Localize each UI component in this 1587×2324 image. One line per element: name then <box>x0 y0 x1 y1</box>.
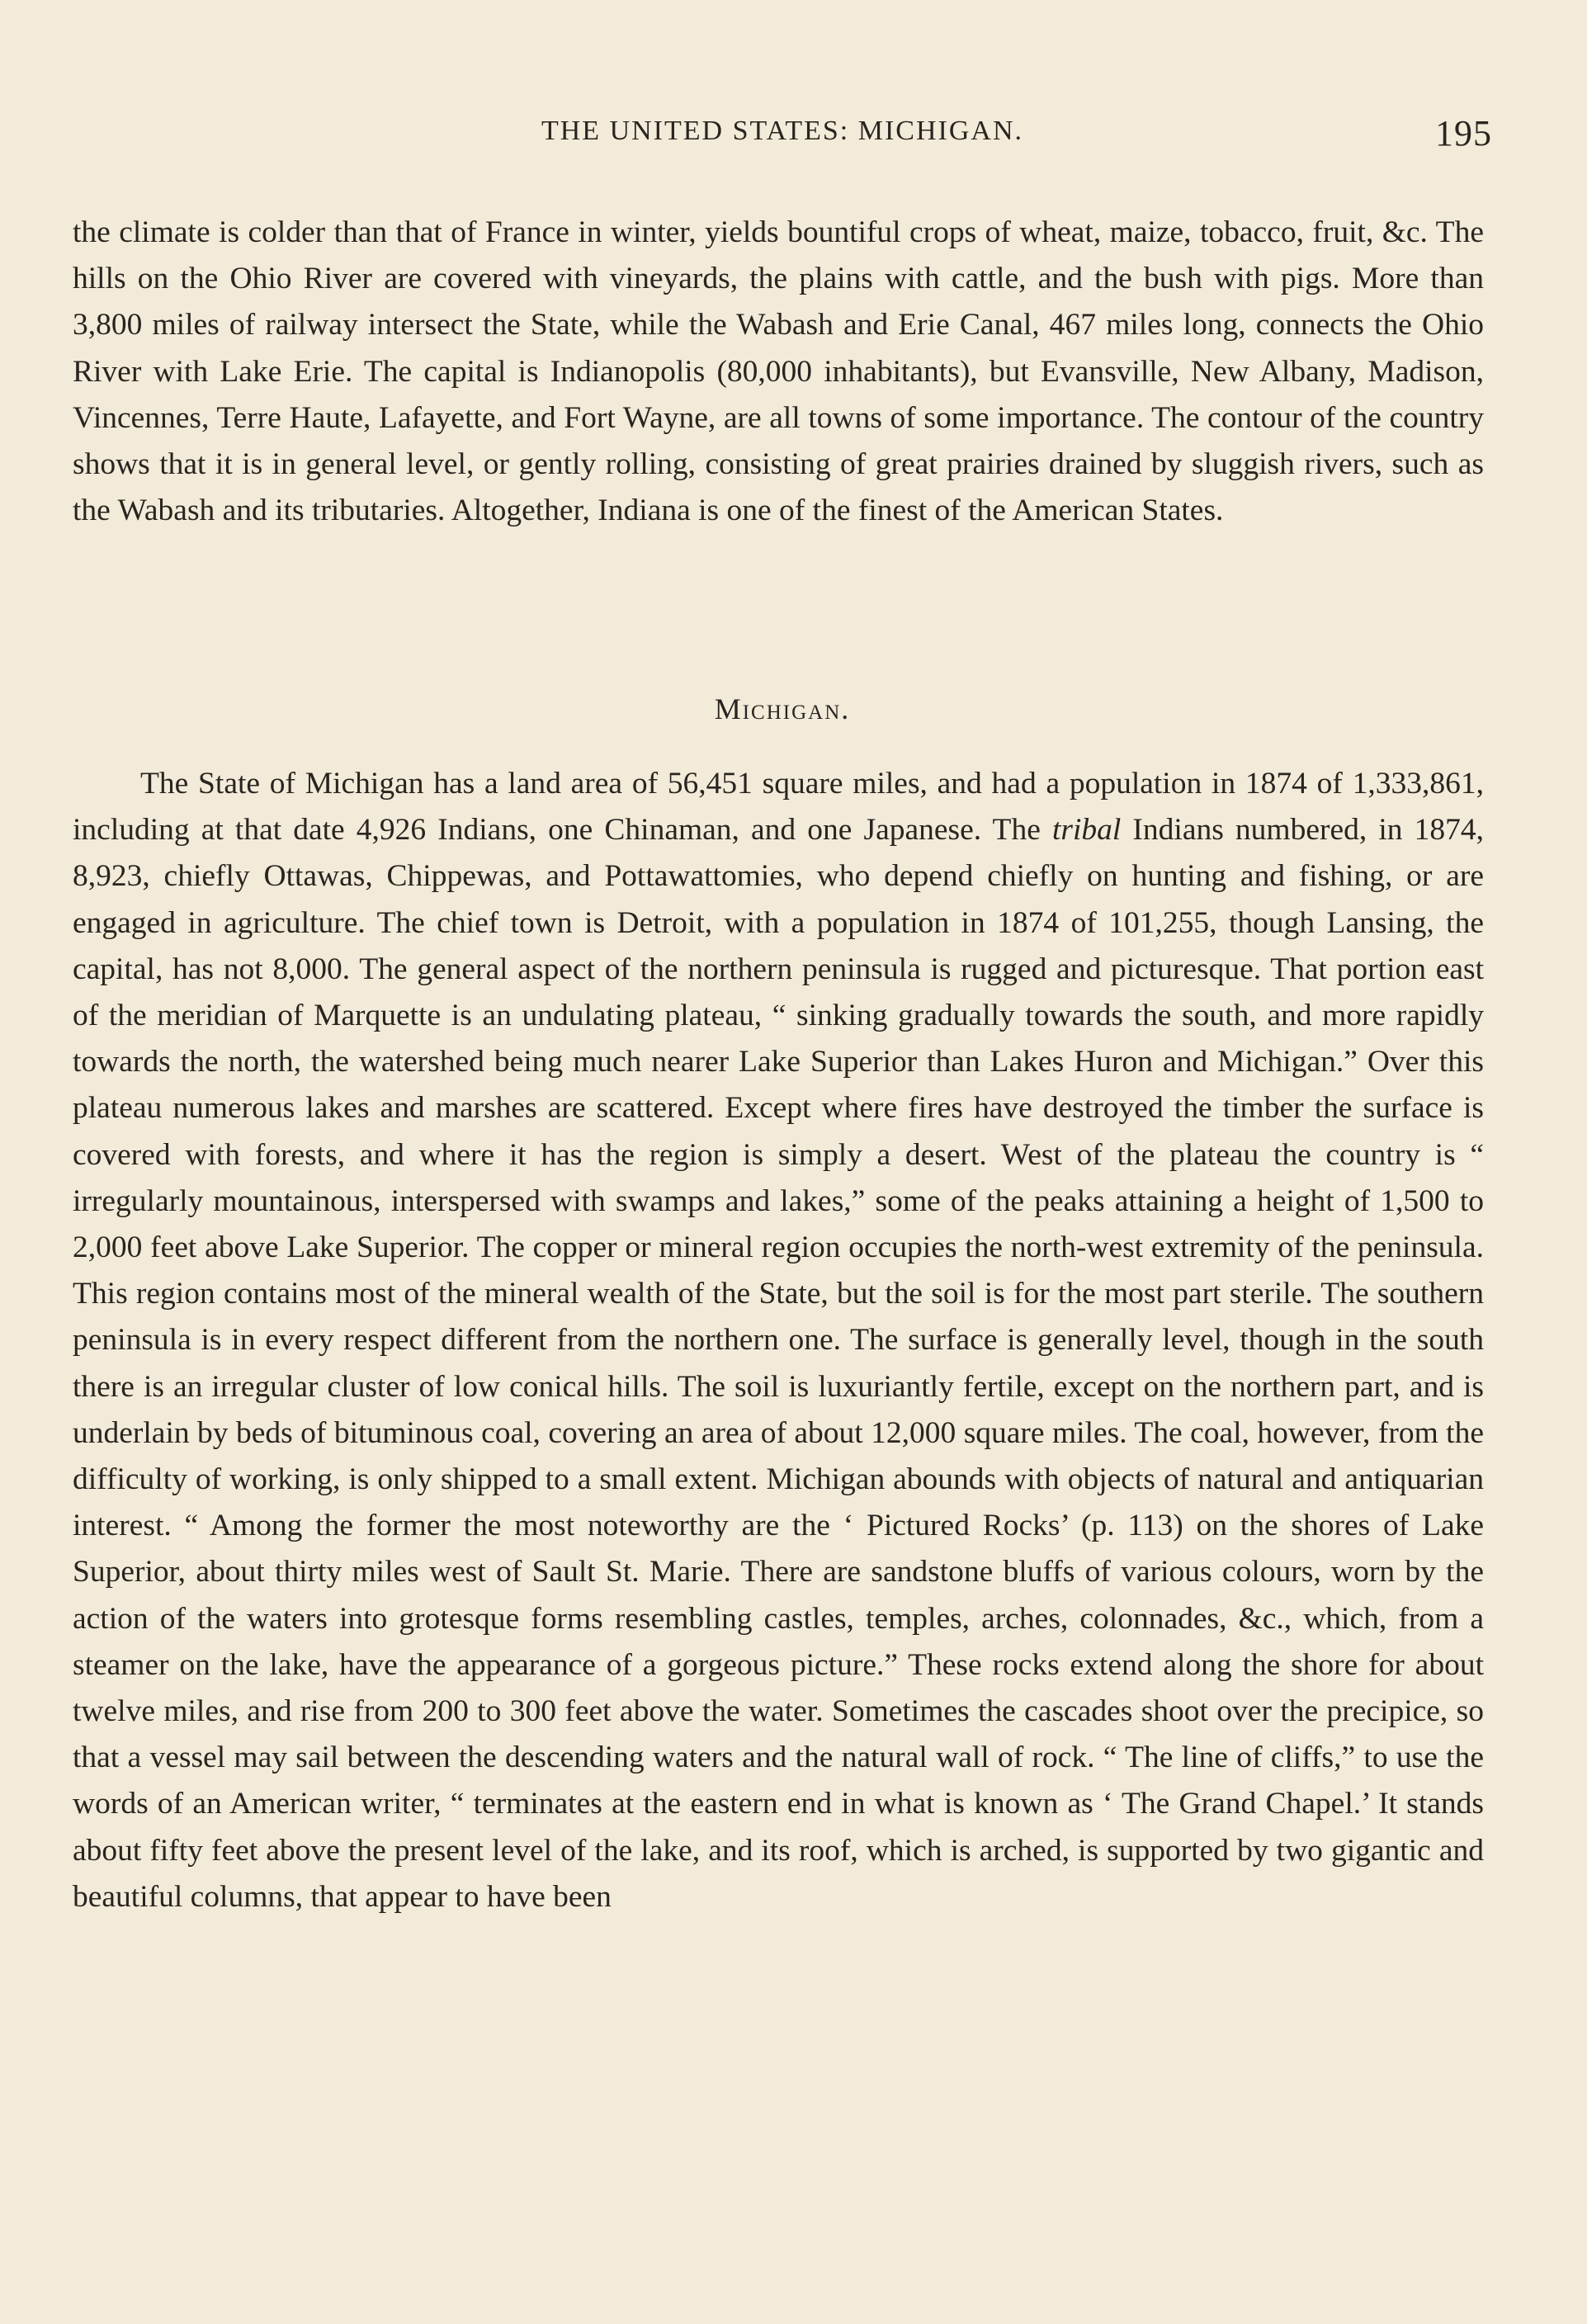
page-number: 195 <box>1435 113 1492 154</box>
paragraph-michigan-part-2: Indians numbered, in 1874, 8,923, chiefly Ottawas, Chippewas, and Pottawattomies, who depend chiefly on hunting and fishing, or are engaged in agriculture. The chief town is Detroit, with a population in 1874 of 101,255, though Lansing, the capital, has not 8,000. The general aspect of the northern peninsula is rugged and picturesque. That portion east of the meridian of Marquette is an undulating plateau, “ sinking gradually towards the south, and more rapidly towards the north, the watershed being much nearer Lake Superior than Lakes Huron and Michigan.” Over this plateau numerous lakes and marshes are scattered. Except where fires have destroyed the timber the surface is covered with forests, and where it has the region is simply a desert. West of the plateau the country is “ irregularly mountainous, interspersed with swamps and lakes,” some of the peaks attaining a height of 1,500 to 2,000 feet above Lake Superior. The copper or mineral region occupies the north-west extremity of the peninsula. This region contains most of the mineral wealth of the State, but the soil is for the most part sterile. The southern peninsula is in every respect different from the northern one. The surface is generally level, though in the south there is an irregular cluster of low conical hills. The soil is luxuriantly fertile, except on the northern part, and is underlain by beds of bituminous coal, covering an area of about 12,000 square miles. The coal, however, from the difficulty of working, is only shipped to a small extent. Michigan abounds with objects of natural and antiquarian interest. “ Among the former the most noteworthy are the ‘ Pictured Rocks’ (p. 113) on the shores of Lake Superior, about thirty miles west of Sault St. Marie. There are sandstone bluffs of various colours, worn by the action of the waters into grotesque forms resembling castles, temples, arches, colonnades, &c., which, from a steamer on the lake, have the appearance of a gorgeous picture.” These rocks extend along the shore for about twelve miles, and rise from 200 to 300 feet above the water. Sometimes the cascades shoot over the precipice, so that a vessel may sail between the descending waters and the natural wall of rock. “ The line of cliffs,” to use the words of an American writer, “ terminates at the eastern end in what is known as ‘ The Grand Chapel.’ It stands about fifty feet above the present level of the lake, and its roof, which is arched, is supported by two gigantic and beautiful columns, that appear to have been <box>73 813 1484 1914</box>
paragraph-michigan-italic: tribal <box>1051 813 1122 848</box>
running-head-title: THE UNITED STATES: MICHIGAN. <box>541 116 1023 146</box>
paragraph-michigan <box>73 761 1484 1920</box>
running-head <box>73 113 1492 165</box>
section-heading-michigan: Michigan. <box>714 692 851 725</box>
paragraph-indiana: the climate is colder than that of France in winter, yields bountiful crops of wheat, maize, tobacco, fruit, &c. The hills on the Ohio River are covered with vineyards, the plains with cattle, and the bush with pigs. More than 3,800 miles of railway intersect the State, while the Wabash and Erie Canal, 467 miles long, connects the Ohio River with Lake Erie. The capital is Indianopolis (80,000 inhabitants), but Evansville, New Albany, Madison, Vincennes, Terre Haute, Lafayette, and Fort Wayne, are all towns of some importance. The contour of the country shows that it is in general level, or gently rolling, consisting of great prairies drained by sluggish rivers, such as the Wabash and its tributaries. Altogether, Indiana is one of the finest of the American States. <box>73 215 1484 528</box>
paragraph-michigan-part-1: The State of Michigan has a land area of 56,451 square miles, and had a population in 1874 of 1,333,861, including at that date 4,926 Indians, one Chinaman, and one Japanese. The <box>73 767 1484 848</box>
